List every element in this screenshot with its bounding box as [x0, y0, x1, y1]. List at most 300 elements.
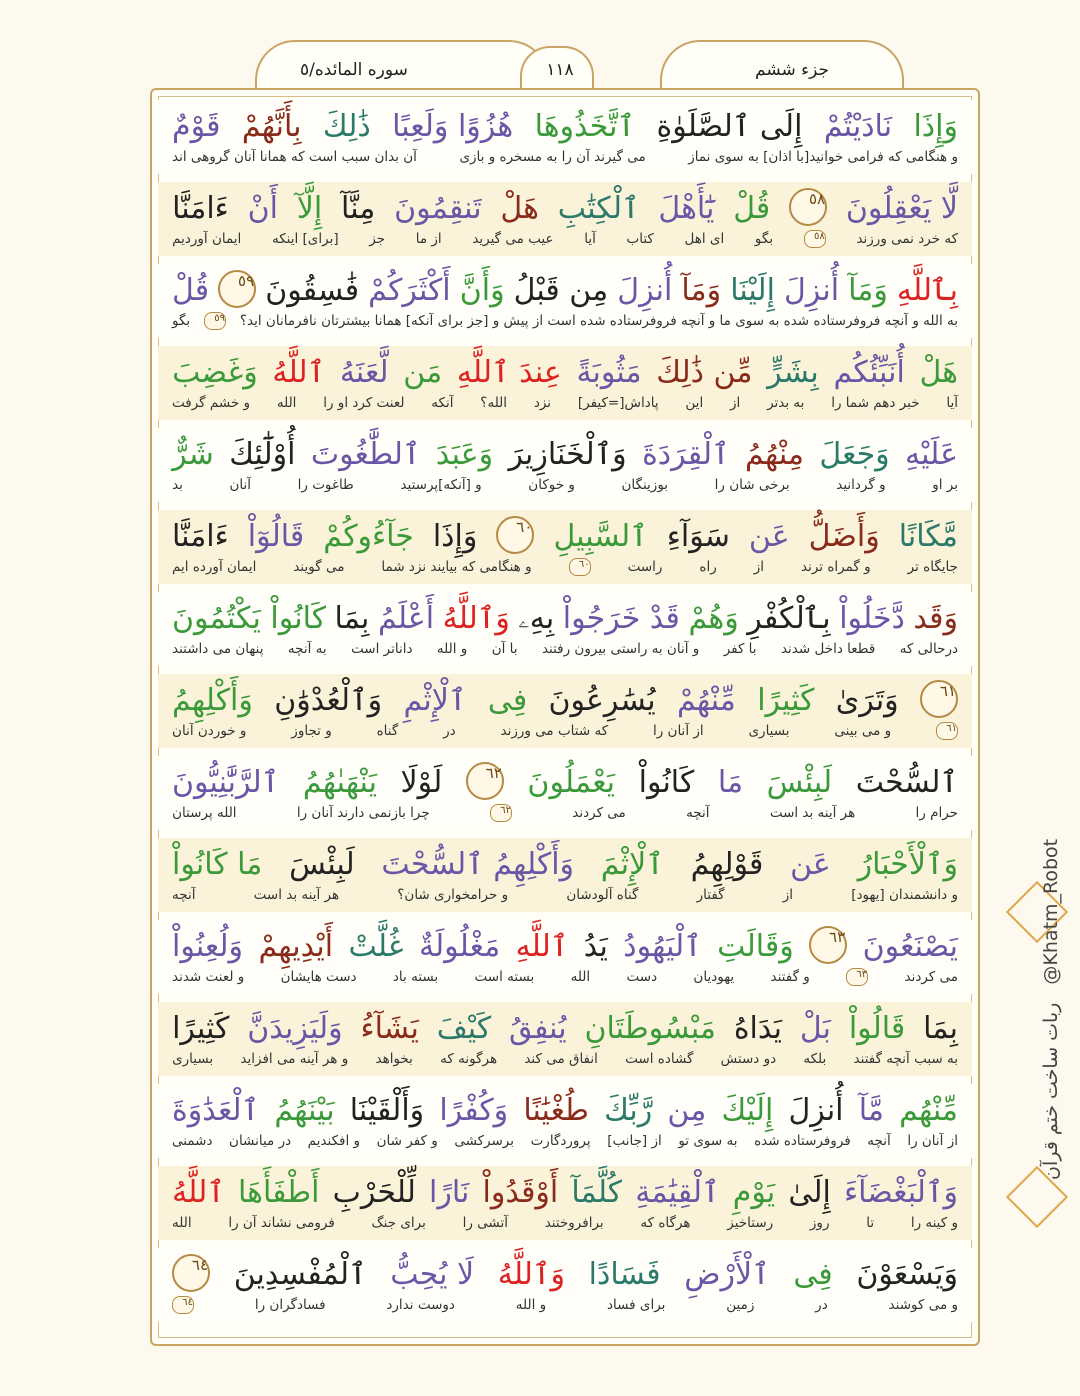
- arabic-word: هَلْ: [500, 191, 539, 226]
- translation-word: از آنان را: [652, 723, 704, 739]
- arabic-word: عَن: [790, 847, 831, 882]
- translation-word: آتشی را: [462, 1215, 508, 1231]
- arabic-text-row: [172, 428, 958, 472]
- verse-number-marker: ٦٢: [466, 762, 504, 800]
- arabic-word: رَّبِّكَ: [604, 1093, 653, 1128]
- translation-word: و حرامخواری شان؟: [397, 887, 509, 903]
- translation-word: گشاده است: [625, 1051, 694, 1067]
- arabic-word: إِلَى ٱلصَّلَوٰةِ: [656, 109, 803, 144]
- arabic-word: ٱللَّهِ: [515, 929, 569, 964]
- translation-word: داناتر است: [351, 641, 413, 657]
- arabic-word: مِنَّآ: [341, 191, 376, 226]
- arabic-word: طُغْيَٰنًا: [523, 1093, 589, 1128]
- arabic-word: أَكْثَرَكُمْ: [368, 273, 451, 308]
- translation-word: [برای] اینکه: [271, 231, 339, 247]
- arabic-text-row: [172, 182, 958, 226]
- translation-word: هرگاه که: [640, 1215, 691, 1231]
- arabic-word: وَٱلْخَنَازِيرَ: [508, 437, 627, 472]
- translation-word: آنکه: [431, 395, 454, 411]
- translation-word: و تجاوز: [291, 723, 332, 739]
- arabic-word: وَيَسْعَوْنَ: [856, 1257, 958, 1292]
- persian-translation-row: [172, 308, 958, 334]
- arabic-word: أَيْدِيهِمْ: [258, 929, 334, 964]
- arabic-word: جَآءُوكُمْ: [323, 519, 414, 554]
- translation-word: با کفر: [723, 641, 757, 657]
- translation-word: هر آینه بد است: [253, 887, 340, 903]
- arabic-word: أُنزِلَ: [788, 1093, 844, 1128]
- arabic-text-row: [172, 346, 958, 390]
- translation-word: به آنچه: [287, 641, 327, 657]
- verse-number-marker: ٦٠: [496, 516, 534, 554]
- translation-word: انفاق می کند: [524, 1051, 598, 1067]
- arabic-word: غُلَّتْ: [348, 929, 404, 964]
- translation-word: از ما: [415, 231, 442, 247]
- verse-line: [158, 428, 972, 502]
- verse-number-marker: ٥٨: [789, 188, 827, 226]
- translation-word: خبر دهم شما را: [831, 395, 920, 411]
- translation-word: حرام را: [915, 805, 958, 821]
- arabic-word: هَلْ: [919, 355, 958, 390]
- arabic-word: ٱتَّخَذُوهَا: [534, 109, 636, 144]
- arabic-word: فَسَادًا: [588, 1257, 661, 1292]
- translation-word: الله: [276, 395, 297, 411]
- translation-word: و [آنکه]پرستید: [400, 477, 482, 493]
- translation-word: به الله و آنچه فروفرستاده شده به سوی ما و آنچه فروفرستاده شده است از پیش و [جز برای آنکه] همانا بیشترتان نافرمانان اید؟: [239, 313, 958, 329]
- translation-word: دو دستش: [720, 1051, 777, 1067]
- arabic-word: بِٱلْكُفْرِ: [747, 601, 831, 636]
- persian-translation-row: [172, 144, 958, 170]
- translation-word: بسیاری: [172, 1051, 214, 1067]
- translation-word: قطعا داخل شدند: [780, 641, 876, 657]
- arabic-word: وَأَضَلُّ: [808, 519, 880, 554]
- arabic-word: ٱلْإِثْمَ: [600, 847, 664, 882]
- arabic-word: دَّخَلُواْ: [839, 601, 905, 636]
- arabic-word: مَبْسُوطَتَانِ: [584, 1011, 716, 1046]
- arabic-text-row: [172, 674, 958, 718]
- arabic-word: بِهِۦ: [518, 601, 555, 636]
- translation-word: برای فساد: [606, 1297, 666, 1313]
- arabic-word: بَلْ: [799, 1011, 831, 1046]
- arabic-text-row: [172, 920, 958, 964]
- arabic-word: بِٱللَّهِ: [896, 273, 958, 308]
- arabic-word: وَٱللَّهُ: [442, 601, 510, 636]
- arabic-text-row: [172, 1166, 958, 1210]
- translation-word: یهودیان: [693, 969, 735, 985]
- translation-word: جز: [369, 231, 386, 247]
- verse-number-marker: ٦٤: [172, 1254, 210, 1292]
- arabic-word: ٱلرَّبَّٰنِيُّونَ: [172, 765, 280, 800]
- arabic-word: وَٱلْأَحْبَارُ: [857, 847, 958, 882]
- arabic-word: عَلَيْهِ: [905, 437, 958, 472]
- translation-word: آن بدان سبب است که همانا آنان گروهی اند: [172, 149, 417, 165]
- translation-word: از: [730, 395, 741, 411]
- translation-word: آیا: [946, 395, 958, 411]
- verse-number-marker: ٥٩: [218, 270, 256, 308]
- arabic-word: مَن: [403, 355, 443, 390]
- translation-word: از [جانب]: [607, 1133, 662, 1149]
- arabic-word: وَإِذَا: [432, 519, 478, 554]
- translation-word: گفتار: [696, 887, 725, 903]
- translation-word: و کفر شان: [376, 1133, 438, 1149]
- translation-word: الله: [570, 969, 591, 985]
- verse-line: [158, 182, 972, 256]
- arabic-word: قَوْمٌ: [172, 109, 221, 144]
- translation-word: روز: [809, 1215, 830, 1231]
- translation-word: آیا: [584, 231, 596, 247]
- arabic-word: وَٱللَّهُ: [497, 1257, 565, 1292]
- verse-line: [158, 510, 972, 584]
- arabic-text-row: [172, 838, 958, 882]
- verse-line: [158, 1002, 972, 1076]
- arabic-word: فِى: [793, 1257, 833, 1292]
- arabic-text-row: [172, 264, 958, 308]
- verse-number-marker-small: ٥٨: [804, 230, 826, 248]
- arabic-word: كَانُواْ: [638, 765, 695, 800]
- arabic-word: مَّآ: [858, 1093, 884, 1128]
- arabic-word: أُنزِلَ: [784, 273, 840, 308]
- arabic-word: وَمَآ: [681, 273, 722, 308]
- arabic-word: ءَامَنَّا: [172, 519, 229, 554]
- persian-translation-row: [172, 800, 958, 826]
- translation-word: این: [685, 395, 704, 411]
- arabic-word: يَعْمَلُونَ: [527, 765, 616, 800]
- watermark-line1: ربات ساخت ختم قرآن: [1040, 1002, 1062, 1180]
- verse-line: [158, 674, 972, 748]
- translation-word: فروفرستاده شده: [754, 1133, 851, 1149]
- arabic-word: وَإِذَا: [913, 109, 958, 144]
- arabic-word: تَنقِمُونَ: [394, 191, 482, 226]
- translation-word: آنچه: [172, 887, 196, 903]
- translation-word: می کردند: [572, 805, 626, 821]
- arabic-word: وَتَرَىٰ: [835, 683, 899, 718]
- arabic-word: ٱلْقِيَٰمَةِ: [635, 1175, 720, 1210]
- verse-number-marker-small: ٦٤: [172, 1296, 194, 1314]
- translation-word: طاغوت را: [297, 477, 354, 493]
- translation-word: بخواهد: [375, 1051, 413, 1067]
- translation-word: و گمراه ترند: [801, 559, 871, 575]
- arabic-word: ٱلْقِرَدَةَ: [642, 437, 730, 472]
- arabic-word: قَالُوٓاْ: [247, 519, 305, 554]
- translation-word: و هر آینه می افزاید: [240, 1051, 349, 1067]
- arabic-word: سَوَآءِ: [666, 519, 730, 554]
- verse-line: [158, 838, 972, 912]
- arabic-word: يَصْنَعُونَ: [862, 929, 958, 964]
- arabic-word: لَوْلَا: [400, 765, 443, 800]
- translation-word: جایگاه تر: [907, 559, 958, 575]
- arabic-word: كَيْفَ: [436, 1011, 492, 1046]
- translation-word: رستاخیز: [727, 1215, 774, 1231]
- arabic-word: إِلَيْنَا: [730, 273, 775, 308]
- translation-word: برافروختند: [544, 1215, 604, 1231]
- arabic-word: وَٱلْعُدْوَٰنِ: [274, 683, 383, 718]
- arabic-word: نَارًا: [429, 1175, 470, 1210]
- translation-word: چرا بازنمی دارند آنان را: [296, 805, 430, 821]
- verse-line: [158, 1248, 972, 1322]
- arabic-word: قُلْ: [733, 191, 771, 226]
- arabic-word: ٱلسَّبِيلِ: [553, 519, 648, 554]
- arabic-word: أُنزِلَ: [617, 273, 673, 308]
- arabic-text-row: [172, 1248, 958, 1292]
- translation-word: می کردند: [904, 969, 958, 985]
- translation-word: بگو: [754, 231, 774, 247]
- surah-title: سوره المائده/٥: [300, 60, 408, 80]
- translation-word: درحالی که: [899, 641, 958, 657]
- arabic-text-row: [172, 100, 958, 144]
- translation-word: و می بینی: [834, 723, 892, 739]
- verse-number-marker: ٦١: [920, 680, 958, 718]
- arabic-word: بِأَنَّهُمْ: [241, 109, 302, 144]
- verse-line: [158, 264, 972, 338]
- arabic-word: قَوْلِهِمُ: [690, 847, 764, 882]
- arabic-word: ٱللَّهُ: [272, 355, 326, 390]
- translation-word: پروردگارت: [530, 1133, 591, 1149]
- arabic-word: كَثِيرًا: [757, 683, 815, 718]
- translation-word: برخی شان را: [714, 477, 790, 493]
- arabic-word: عَن: [748, 519, 790, 554]
- translation-word: و خوردن آنان: [172, 723, 247, 739]
- arabic-word: لَبِئْسَ: [766, 765, 833, 800]
- arabic-word: فَٰسِقُونَ: [265, 273, 360, 308]
- translation-word: ایمان آورده ایم: [172, 559, 257, 575]
- arabic-word: يَنْهَىٰهُمُ: [302, 765, 377, 800]
- translation-word: بسیاری: [748, 723, 790, 739]
- watermark: [1040, 839, 1062, 1180]
- translation-word: و الله: [436, 641, 468, 657]
- arabic-word: وَقَد: [913, 601, 958, 636]
- arabic-word: ٱلْأَرْضِ: [684, 1257, 770, 1292]
- arabic-word: وَمَآ: [848, 273, 888, 308]
- arabic-word: مَّكَانًا: [898, 519, 958, 554]
- arabic-word: وَأَلْقَيْنَا: [349, 1093, 425, 1128]
- arabic-word: ٱلسُّحْتَ: [855, 765, 958, 800]
- arabic-word: مِّن ذَٰلِكَ: [656, 355, 753, 390]
- persian-translation-row: [172, 554, 958, 580]
- juz-title: جزء ششم: [755, 60, 830, 80]
- translation-word: به سوی تو: [678, 1133, 738, 1149]
- verse-line: [158, 756, 972, 830]
- translation-word: پنهان می داشتند: [172, 641, 264, 657]
- translation-word: دست هایشان: [280, 969, 357, 985]
- arabic-word: قَالُواْ: [848, 1011, 906, 1046]
- translation-word: گناه آلودشان: [566, 887, 639, 903]
- translation-word: نزد: [533, 395, 552, 411]
- arabic-word: لَبِئْسَ: [289, 847, 355, 882]
- translation-word: کتاب: [626, 231, 654, 247]
- translation-word: و آنان به راستی بیرون رفتند: [541, 641, 700, 657]
- arabic-word: ٱلْإِثْمِ: [403, 683, 467, 718]
- translation-word: می گویند: [293, 559, 345, 575]
- translation-word: آنچه: [867, 1133, 891, 1149]
- verse-number-marker: ٦٣: [809, 926, 847, 964]
- persian-translation-row: [172, 882, 958, 908]
- translation-word: به سبب آنچه گفتند: [853, 1051, 958, 1067]
- arabic-word: أَعْلَمُ: [377, 601, 435, 636]
- arabic-word: نَادَيْتُمْ: [823, 109, 893, 144]
- arabic-word: مِن: [667, 1093, 707, 1128]
- verse-line: [158, 100, 972, 174]
- arabic-word: كَانُواْ يَكْتُمُونَ: [172, 601, 326, 636]
- arabic-word: ٱلْعَدَٰوَةَ: [172, 1093, 260, 1128]
- translation-word: بسته است: [474, 969, 535, 985]
- arabic-word: عِندَ ٱللَّهِ: [456, 355, 562, 390]
- translation-word: دست: [626, 969, 658, 985]
- translation-word: در: [815, 1297, 828, 1313]
- arabic-word: وَغَضِبَ: [172, 355, 258, 390]
- arabic-word: أُوْلَٰٓئِكَ: [229, 437, 296, 472]
- translation-word: هر آینه بد است: [769, 805, 856, 821]
- translation-word: هرگونه که: [440, 1051, 498, 1067]
- arabic-text-row: [172, 510, 958, 554]
- translation-word: و الله: [515, 1297, 547, 1313]
- verse-line: [158, 346, 972, 420]
- arabic-text-row: [172, 1084, 958, 1128]
- arabic-word: ذَٰلِكَ: [322, 109, 371, 144]
- arabic-word: مَغْلُولَةٌ: [418, 929, 501, 964]
- arabic-word: مَا كَانُواْ: [172, 847, 263, 882]
- translation-word: دوست ندارد: [386, 1297, 455, 1313]
- translation-word: فسادگران را: [254, 1297, 326, 1313]
- translation-word: برسرکشی: [454, 1133, 515, 1149]
- translation-word: راست: [627, 559, 663, 575]
- arabic-word: بِشَرٍّ: [767, 355, 819, 390]
- translation-word: الله پرستان: [172, 805, 237, 821]
- arabic-word: وَقَالَتِ: [717, 929, 794, 964]
- arabic-word: أَوْقَدُواْ: [482, 1175, 559, 1210]
- arabic-word: يَٰٓأَهْلَ: [658, 191, 715, 226]
- arabic-word: هُزُوًا وَلَعِبًا: [392, 109, 514, 144]
- arabic-word: لِّلْحَرْبِ: [332, 1175, 416, 1210]
- arabic-word: وَلُعِنُواْ: [172, 929, 244, 964]
- translation-word: برای جنگ: [371, 1215, 426, 1231]
- translation-word: آنچه: [686, 805, 710, 821]
- arabic-word: وَٱلْبَغْضَآءَ: [844, 1175, 958, 1210]
- translation-word: تا: [866, 1215, 875, 1231]
- translation-word: که شتاب می ورزند: [500, 723, 609, 739]
- verse-line: [158, 592, 972, 666]
- verse-number-marker-small: ٥٩: [204, 312, 226, 330]
- persian-translation-row: [172, 964, 958, 990]
- arabic-word: ٱلطَّٰغُوتَ: [310, 437, 421, 472]
- translation-word: و کینه را: [910, 1215, 958, 1231]
- persian-translation-row: [172, 636, 958, 662]
- arabic-word: يَشَآءُ: [360, 1011, 419, 1046]
- arabic-word: أَنْ: [247, 191, 278, 226]
- persian-translation-row: [172, 1292, 958, 1318]
- persian-translation-row: [172, 472, 958, 498]
- arabic-word: يَوْمِ: [732, 1175, 776, 1210]
- arabic-word: ٱلْيَهُودُ: [623, 929, 702, 964]
- translation-word: ای اهل: [684, 231, 725, 247]
- arabic-word: وَأَنَّ: [459, 273, 505, 308]
- arabic-word: بَيْنَهُمُ: [274, 1093, 335, 1128]
- translation-word: ایمان آوردیم: [172, 231, 242, 247]
- arabic-word: يُنفِقُ: [508, 1011, 567, 1046]
- arabic-word: يَدُ: [583, 929, 608, 964]
- persian-translation-row: [172, 226, 958, 252]
- persian-translation-row: [172, 1128, 958, 1154]
- translation-word: فرومی نشاند آن را: [228, 1215, 335, 1231]
- arabic-word: وَأَكْلِهِمُ ٱلسُّحْتَ: [381, 847, 575, 882]
- arabic-word: ٱللَّهُ: [172, 1175, 225, 1210]
- persian-translation-row: [172, 390, 958, 416]
- translation-word: گناه: [376, 723, 399, 739]
- arabic-word: وَكُفْرًا: [439, 1093, 509, 1128]
- arabic-word: مِّنْهُم: [899, 1093, 958, 1128]
- arabic-word: إِلَّآ: [296, 191, 323, 226]
- arabic-text-row: [172, 592, 958, 636]
- arabic-word: مِّنْهُمْ: [676, 683, 736, 718]
- arabic-word: لَّا يَعْقِلُونَ: [845, 191, 958, 226]
- arabic-word: وَأَكْلِهِمُ: [172, 683, 253, 718]
- arabic-word: أُنَبِّئُكُم: [833, 355, 905, 390]
- verse-number-marker-small: ٦٣: [846, 968, 868, 986]
- translation-word: در میانشان: [229, 1133, 292, 1149]
- arabic-word: فِى: [487, 683, 528, 718]
- arabic-word: كُلَّمَآ: [571, 1175, 623, 1210]
- arabic-word: وَعَبَدَ: [435, 437, 494, 472]
- translation-word: از: [753, 559, 765, 575]
- translation-word: می گیرند آن را به مسخره و بازی: [459, 149, 646, 165]
- translation-word: از: [782, 887, 794, 903]
- arabic-word: أَطْفَأَهَا: [237, 1175, 320, 1210]
- translation-word: عیب می گیرید: [472, 231, 554, 247]
- arabic-text-row: [172, 756, 958, 800]
- translation-word: و دانشمندان [یهود]: [851, 887, 958, 903]
- translation-word: با آن: [491, 641, 518, 657]
- translation-word: راه: [699, 559, 717, 575]
- translation-word: و گردانید: [836, 477, 886, 493]
- arabic-word: وَجَعَلَ: [819, 437, 890, 472]
- translation-word: و گفتند: [770, 969, 810, 985]
- translation-word: از آنان را: [907, 1133, 958, 1149]
- verse-line: [158, 1084, 972, 1158]
- page-number: ١١٨: [546, 60, 574, 80]
- translation-word: بلکه: [803, 1051, 827, 1067]
- translation-word: و خشم گرفت: [172, 395, 251, 411]
- persian-translation-row: [172, 1046, 958, 1072]
- translation-word: و هنگامی که بیایند نزد شما: [381, 559, 532, 575]
- translation-word: بر او: [932, 477, 958, 493]
- arabic-word: بِمَا: [334, 601, 370, 636]
- arabic-word: شَرٌّ: [172, 437, 214, 472]
- arabic-word: يَدَاهُ: [733, 1011, 782, 1046]
- translation-word: و می کوشند: [888, 1297, 958, 1313]
- translation-word: پاداش[=کیفر]: [577, 395, 659, 411]
- arabic-word: قَدْ خَرَجُواْ: [562, 601, 680, 636]
- translation-word: که خرد نمی ورزند: [856, 231, 958, 247]
- translation-word: بوزینگان: [621, 477, 669, 493]
- arabic-word: مِن قَبْلُ: [513, 273, 609, 308]
- translation-word: الله: [172, 1215, 192, 1231]
- verse-number-marker-small: ٦٠: [569, 558, 591, 576]
- verse-number-marker-small: ٦٢: [490, 804, 512, 822]
- translation-word: و هنگامی که فرامی خوانید[با اذان] به سوی نماز: [688, 149, 958, 165]
- arabic-word: وَلَيَزِيدَنَّ: [247, 1011, 343, 1046]
- translation-word: آنان: [229, 477, 252, 493]
- arabic-word: مِنْهُمُ: [745, 437, 804, 472]
- translation-word: دشمنی: [172, 1133, 213, 1149]
- arabic-word: ٱلْكِتَٰبِ: [557, 191, 640, 226]
- verse-line: [158, 1166, 972, 1240]
- arabic-word: لَا يُحِبُّ: [390, 1257, 475, 1292]
- arabic-word: كَثِيرًا: [172, 1011, 230, 1046]
- arabic-word: ءَامَنَّا: [172, 191, 229, 226]
- arabic-word: قُلْ: [172, 273, 210, 308]
- translation-word: و افکندیم: [307, 1133, 361, 1149]
- arabic-word: مَا: [717, 765, 744, 800]
- translation-word: بگو: [172, 313, 191, 329]
- persian-translation-row: [172, 1210, 958, 1236]
